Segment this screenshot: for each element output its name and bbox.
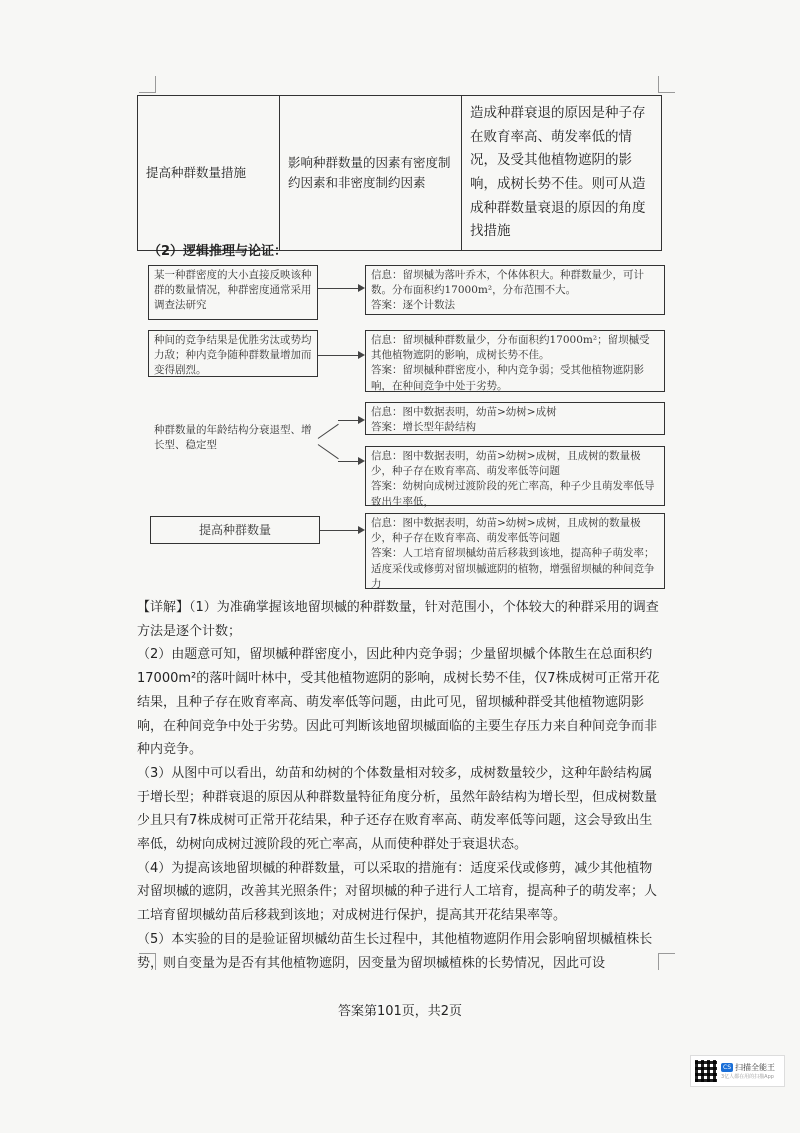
arrow-head-icon	[358, 526, 365, 534]
arrow-line	[318, 444, 339, 459]
diagram-left-box-increase: 提高种群数量	[150, 516, 320, 544]
table-row	[138, 96, 662, 251]
arrow-head-icon	[358, 351, 365, 359]
section-heading: （2）逻辑推理与论证：	[148, 244, 288, 259]
table-cell-factors: 影响种群数量的因素有密度制约因素和非密度制约因素	[280, 96, 462, 251]
crop-mark-top-right	[658, 76, 675, 93]
qr-code-icon	[695, 1060, 717, 1082]
cs-logo-icon: CS	[723, 1064, 731, 1071]
page-footer: 答案第101页，共2页	[337, 1004, 463, 1019]
arrow-line	[320, 530, 358, 531]
diagram-right-box-4	[365, 446, 665, 506]
arrow-line	[338, 461, 358, 462]
diagram-right-box-2	[365, 330, 665, 392]
diagram-right-box-5	[365, 513, 665, 589]
table-cell-topic: 提高种群数量措施	[138, 96, 280, 251]
arrow-head-icon	[358, 416, 365, 424]
diagram-left-box-density: 某一种群密度的大小直接反映该种群的数量情况，种群密度通常采用调查法研究	[148, 265, 318, 320]
arrow-head-icon	[358, 457, 365, 465]
detail-paragraph: （5）本实验的目的是验证留坝槭幼苗生长过程中，其他植物遮阴作用会影响留坝槭植株长势，则自变量为是否有其他植物遮阴，因变量为留坝槭植株的长势情况，因此可设	[137, 931, 653, 971]
diagram-right-box-1	[365, 265, 665, 315]
diagram-right-box-3	[365, 402, 665, 435]
arrow-head-icon	[358, 284, 365, 292]
arrow-line	[318, 355, 358, 356]
scanner-watermark	[690, 1055, 785, 1087]
diagram-answer-text: 答案：留坝槭种群密度小，种内竞争弱；受其他植物遮阴影响，在种间竞争中处于劣势。	[371, 364, 644, 392]
detail-paragraph: （3）从图中可以看出，幼苗和幼树的个体数量相对较多，成树数量较少，这种年龄结构属于增长型；种群衰退的原因从种群数量特征角度分析，虽然年龄结构为增长型，但成树数量少且只有7株成树可正常开花结果，种子还存在败育率高、萌发率低等问题，这会导致出生率低，幼树向成树过渡阶段的死亡率高，从而使种群处于衰退状态。	[137, 765, 658, 853]
diagram-info-text: 信息：图中数据表明，幼苗>幼树>成树	[371, 406, 557, 418]
detail-paragraph: 【详解】（1）为准确掌握该地留坝槭的种群数量，针对范围小，个体较大的种群采用的调查方法是逐个计数；	[137, 600, 659, 639]
crop-mark-top-left	[139, 76, 156, 93]
diagram-answer-text: 答案：增长型年龄结构	[371, 421, 476, 434]
detail-explanation	[137, 596, 665, 975]
diagram-answer-text: 答案：幼树向成树过渡阶段的死亡率高，种子少且萌发率低导致出生率低，	[371, 480, 655, 508]
measures-table	[137, 95, 662, 251]
diagram-answer-text: 答案：逐个计数法	[371, 299, 455, 312]
diagram-info-text: 信息：留坝槭为落叶乔木，个体体积大。种群数量少，可计数。分布面积约17000m²，分布范围不大。	[371, 269, 644, 297]
detail-paragraph: （2）由题意可知，留坝槭种群密度小，因此种内竞争弱；少量留坝槭个体散生在总面积约17000m²的落叶阔叶林中，受其他植物遮阴的影响，成树长势不佳，仅7株成树可正常开花结果，且种子存在败育率高、萌发率低等问题，由此可见，留坝槭种群受其他植物遮阴影响，在种间竞争中处于劣势。因此可判断该地留坝槭面临的主要生存压力来自种间竞争而非种内竞争。	[137, 647, 660, 758]
logo-name: 扫描全能王	[735, 1063, 775, 1072]
detail-paragraph: （4）为提高该地留坝槭的种群数量，可以采取的措施有：适度采伐或修剪，减少其他植物对留坝槭的遮阴，改善其光照条件；对留坝槭的种子进行人工培育，提高种子的萌发率；人工培育留坝槭幼苗后移栽到该地；对成树进行保护，提高其开花结果率等。	[137, 860, 658, 924]
arrow-line	[318, 424, 339, 439]
arrow-line	[338, 420, 358, 421]
logo-tagline: 3亿人都在用的扫描App	[721, 1074, 774, 1080]
diagram-left-box-age-structure: 种群数量的年龄结构分衰退型、增长型、稳定型	[148, 420, 318, 462]
diagram-info-text: 信息：图中数据表明，幼苗>幼树>成树，且成树的数量极少，种子存在败育率高、萌发率低等问题	[371, 450, 641, 478]
table-cell-analysis: 造成种群衰退的原因是种子存在败育率高、萌发率低的情况，及受其他植物遮阴的影响，成树长势不佳。则可从造成种群数量衰退的原因的角度找措施	[462, 96, 662, 251]
diagram-info-text: 信息：图中数据表明，幼苗>幼树>成树，且成树的数量极少，种子存在败育率高、萌发率低等问题	[371, 517, 641, 545]
diagram-info-text: 信息：留坝槭种群数量少，分布面积约17000m²；留坝槭受其他植物遮阴的影响，成树长势不佳。	[371, 334, 650, 362]
arrow-line	[318, 288, 358, 289]
diagram-left-box-competition: 种间的竞争结果是优胜劣汰或势均力敌；种内竞争随种群数量增加而变得剧烈。	[148, 330, 318, 377]
diagram-answer-text: 答案：人工培育留坝槭幼苗后移栽到该地，提高种子萌发率；适度采伐或修剪对留坝槭遮阴的植物，增强留坝槭的种间竞争力	[371, 547, 655, 590]
